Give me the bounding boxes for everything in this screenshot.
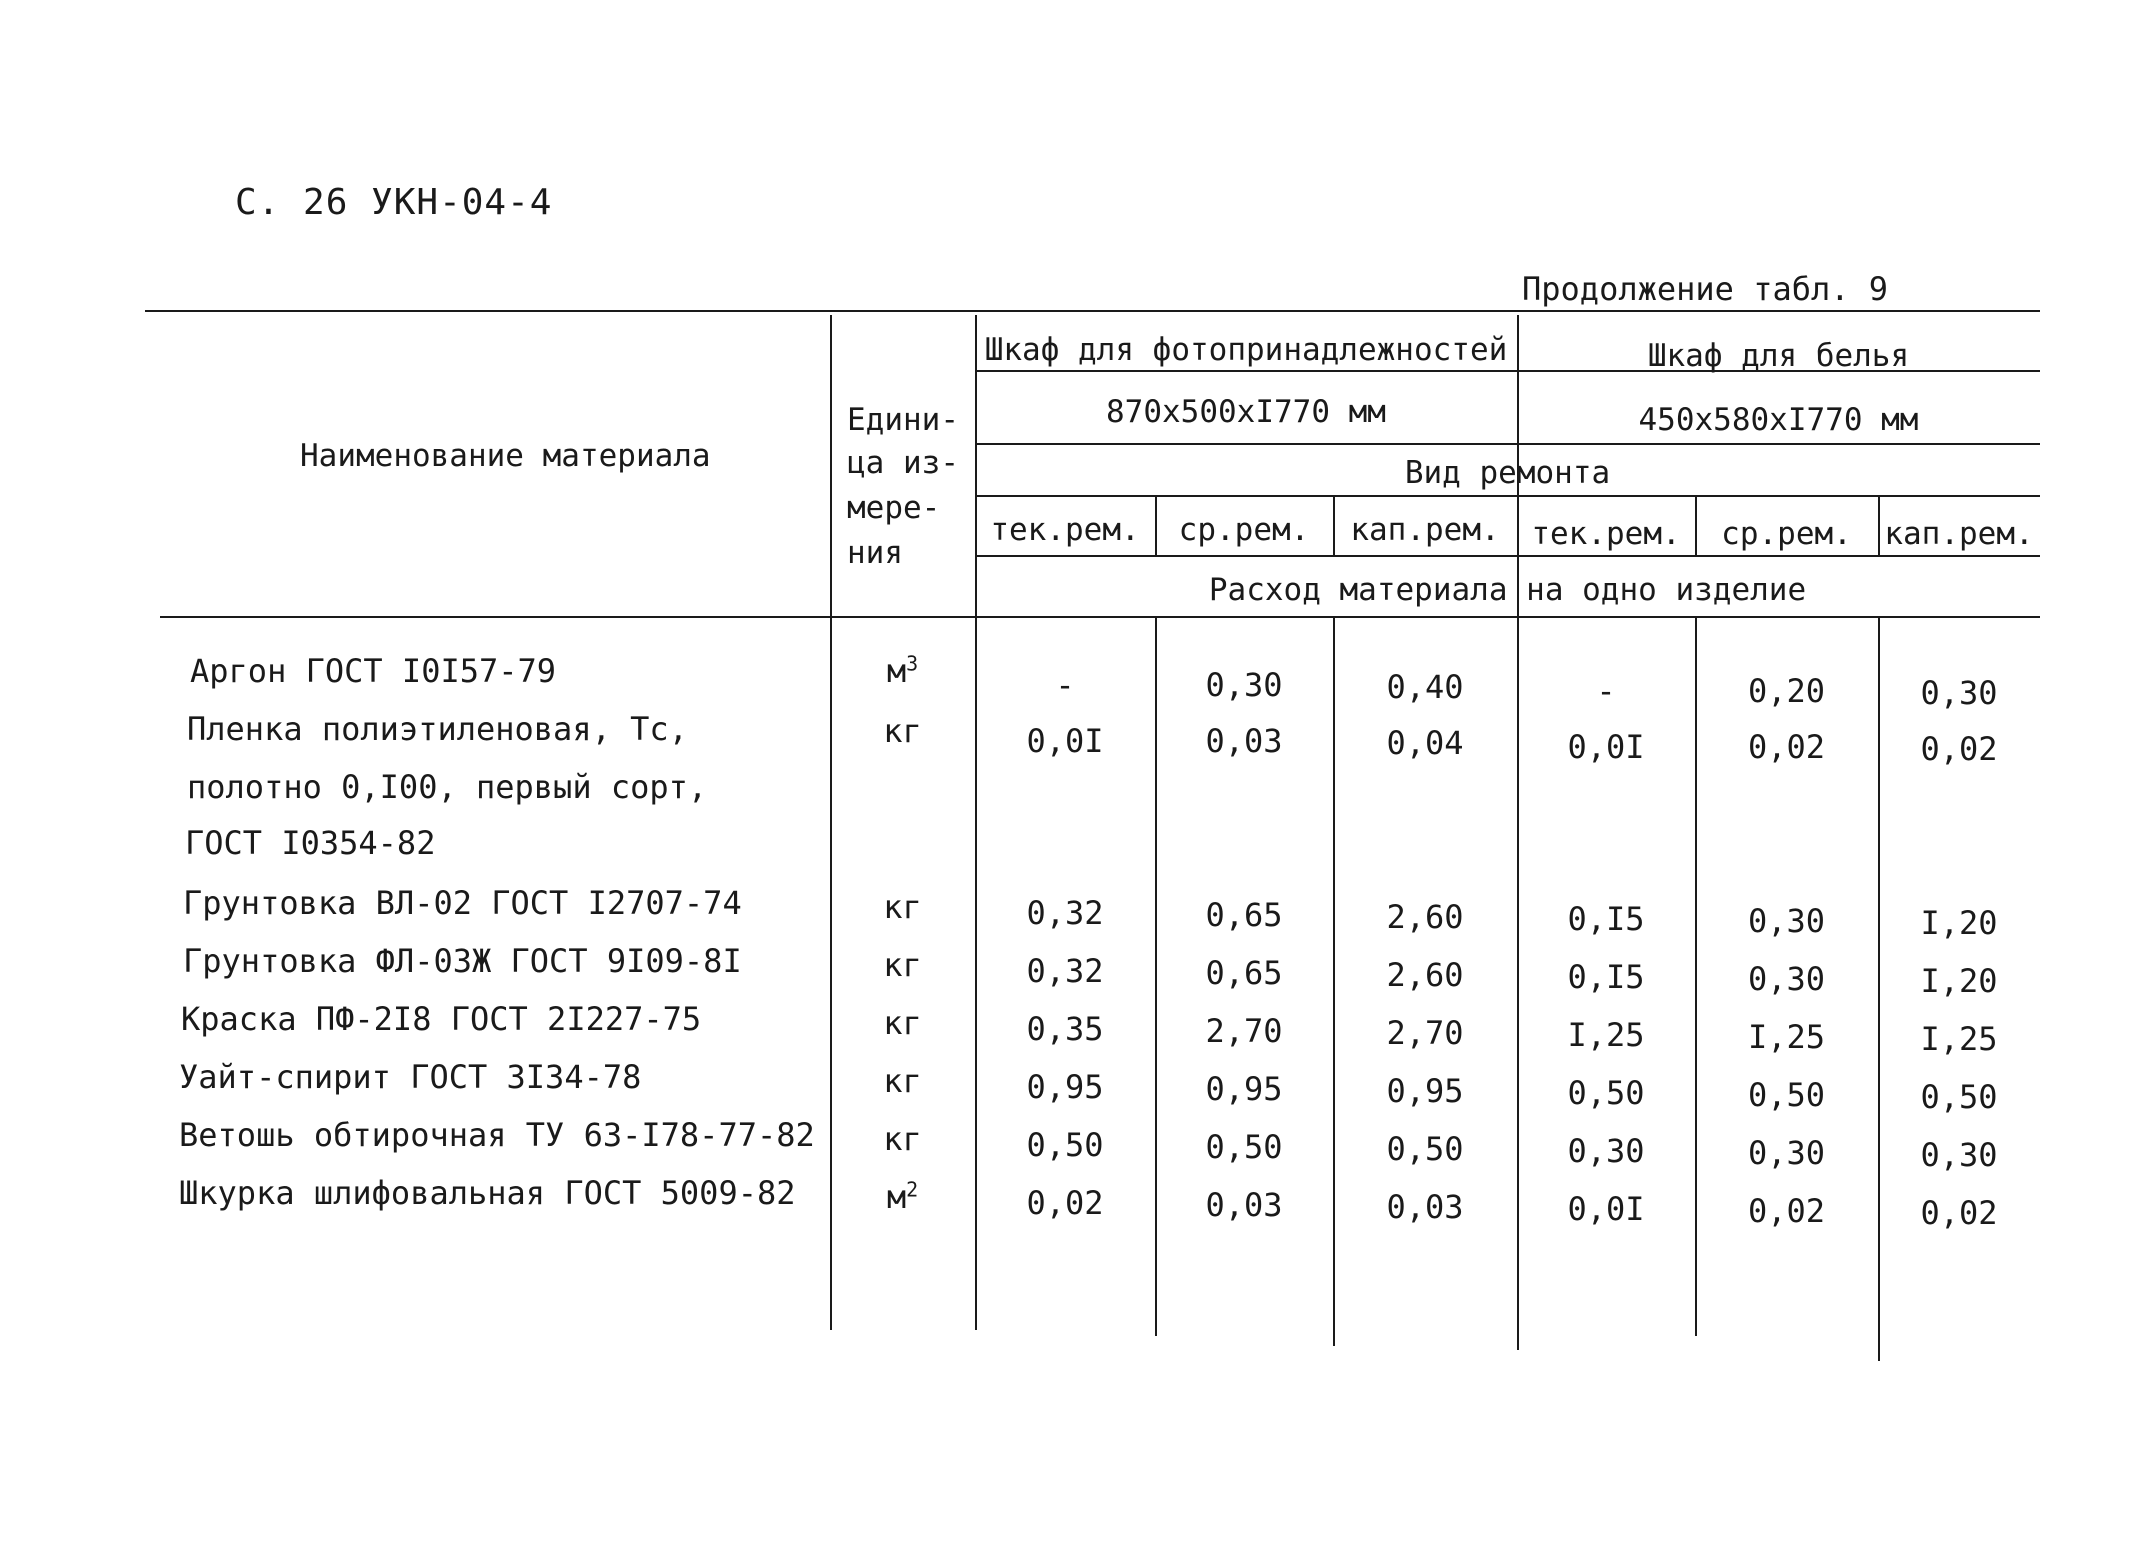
- material-name-line: Пленка полиэтиленовая, Тс,: [187, 710, 688, 748]
- value-cell: 0,30: [1747, 902, 1826, 940]
- value-cell: 0,50: [1026, 1126, 1104, 1164]
- value-cell: 0,03: [1205, 1186, 1283, 1224]
- value-cell: 0,50: [1747, 1076, 1826, 1114]
- value-cell: 2,70: [1386, 1014, 1464, 1052]
- value-cell: 0,30: [1747, 960, 1826, 998]
- value-cell: 0,02: [1747, 728, 1826, 766]
- material-name: Грунтовка ФЛ-03Ж ГОСТ 9I09-8I: [183, 942, 742, 980]
- header-unit-line-2: ца из-: [847, 445, 959, 481]
- value-cell: 0,30: [1567, 1132, 1645, 1170]
- value-cell: 0,30: [1920, 1136, 1998, 1174]
- value-cell: 0,04: [1386, 724, 1464, 762]
- value-cell: 0,02: [1747, 1192, 1826, 1230]
- repair-col-5: ср.рем.: [1721, 516, 1852, 552]
- value-cell: 0,50: [1567, 1074, 1645, 1112]
- value-cell: 2,60: [1386, 898, 1464, 936]
- value-cell: 0,95: [1026, 1068, 1104, 1106]
- repair-col-3: кап.рем.: [1350, 512, 1500, 548]
- value-cell: 0,65: [1205, 954, 1283, 992]
- material-name: Грунтовка ВЛ-02 ГОСТ I2707-74: [183, 884, 742, 922]
- repair-col-6: кап.рем.: [1884, 516, 2034, 552]
- value-cell: 0,03: [1386, 1188, 1464, 1226]
- value-cell: 0,30: [1747, 1134, 1826, 1172]
- repair-col-2: ср.рем.: [1178, 512, 1310, 548]
- material-name-line: полотно 0,I00, первый сорт,: [187, 768, 708, 806]
- material-name: Ветошь обтирочная ТУ 63-I78-77-82: [179, 1116, 815, 1154]
- value-cell: 0,0I: [1026, 722, 1104, 760]
- material-unit: кг: [883, 1120, 922, 1158]
- value-cell: I,25: [1747, 1018, 1826, 1056]
- value-cell: -: [1055, 666, 1075, 704]
- header-unit-line-3: мере-: [847, 490, 941, 526]
- material-unit: $м^2$: [886, 1177, 919, 1216]
- value-cell: 0,30: [1920, 674, 1998, 712]
- value-cell: 0,40: [1386, 668, 1464, 706]
- material-name: Шкурка шлифовальная ГОСТ 5009-82: [179, 1174, 796, 1212]
- material-unit: кг: [883, 888, 922, 926]
- header-bottom-rule: [160, 616, 2040, 618]
- table-continuation-label: Продолжение табл. 9: [1522, 270, 1889, 308]
- material-unit: кг: [883, 946, 922, 984]
- value-cell: 0,32: [1026, 894, 1104, 932]
- header-unit-line-1: Едини-: [847, 402, 959, 438]
- consumption-label: Расход материала на одно изделие: [1208, 572, 1807, 608]
- value-cell: 0,02: [1920, 1194, 1998, 1232]
- value-cell: 0,50: [1386, 1130, 1464, 1168]
- material-name: Уайт-спирит ГОСТ 3I34-78: [179, 1058, 642, 1096]
- value-cell: 0,95: [1386, 1072, 1464, 1110]
- group1-title: Шкаф для фотопринадлежностей: [984, 332, 1508, 368]
- value-cell: I,20: [1920, 904, 1998, 942]
- material-name: Аргон ГОСТ I0I57-79: [190, 652, 557, 690]
- header-unit-line-4: ния: [847, 535, 903, 571]
- value-cell: I,25: [1567, 1016, 1645, 1054]
- header-rule-repair-type: [975, 495, 2040, 497]
- value-cell: 2,60: [1386, 956, 1464, 994]
- material-unit: $м^3$: [886, 651, 919, 690]
- value-cell: 0,32: [1026, 952, 1104, 990]
- value-cell: -: [1596, 672, 1616, 710]
- material-name: Краска ПФ-2I8 ГОСТ 2I227-75: [181, 1000, 702, 1038]
- value-cell: 0,50: [1205, 1128, 1283, 1166]
- material-name-line: ГОСТ I0354-82: [185, 824, 436, 862]
- page-header: С. 26 УКН-04-4: [235, 182, 553, 223]
- value-cell: 0,02: [1920, 730, 1998, 768]
- value-cell: 0,I5: [1567, 958, 1645, 996]
- value-cell: 0,30: [1205, 666, 1283, 704]
- repair-col-1: тек.рем.: [990, 512, 1140, 548]
- table-top-rule: [145, 310, 2040, 312]
- repair-col-4: тек.рем.: [1531, 516, 1681, 552]
- value-cell: 0,95: [1205, 1070, 1283, 1108]
- value-cell: 0,50: [1920, 1078, 1998, 1116]
- value-cell: 0,35: [1026, 1010, 1104, 1048]
- repair-type-label: Вид ремонта: [1404, 455, 1611, 491]
- header-rule-size: [975, 443, 2040, 445]
- value-cell: I,25: [1920, 1020, 1998, 1058]
- header-material-name: Наименование материала: [300, 438, 711, 474]
- group1-size: 870x500xI770 мм: [1106, 394, 1386, 430]
- value-cell: 0,65: [1205, 896, 1283, 934]
- material-unit: кг: [883, 1004, 922, 1042]
- value-cell: 0,20: [1747, 672, 1826, 710]
- material-unit: кг: [883, 1062, 922, 1100]
- header-rule-repair-cols: [975, 555, 2040, 557]
- value-cell: 0,0I: [1567, 728, 1645, 766]
- value-cell: 0,I5: [1567, 900, 1645, 938]
- group2-title: Шкаф для белья: [1647, 338, 1910, 374]
- material-unit: кг: [883, 712, 922, 750]
- group2-size: 450x580xI770 мм: [1638, 402, 1919, 438]
- value-cell: 0,0I: [1567, 1190, 1645, 1228]
- value-cell: 2,70: [1205, 1012, 1283, 1050]
- materials-table: [145, 310, 2040, 1360]
- value-cell: 0,02: [1026, 1184, 1104, 1222]
- value-cell: 0,03: [1205, 722, 1283, 760]
- value-cell: I,20: [1920, 962, 1998, 1000]
